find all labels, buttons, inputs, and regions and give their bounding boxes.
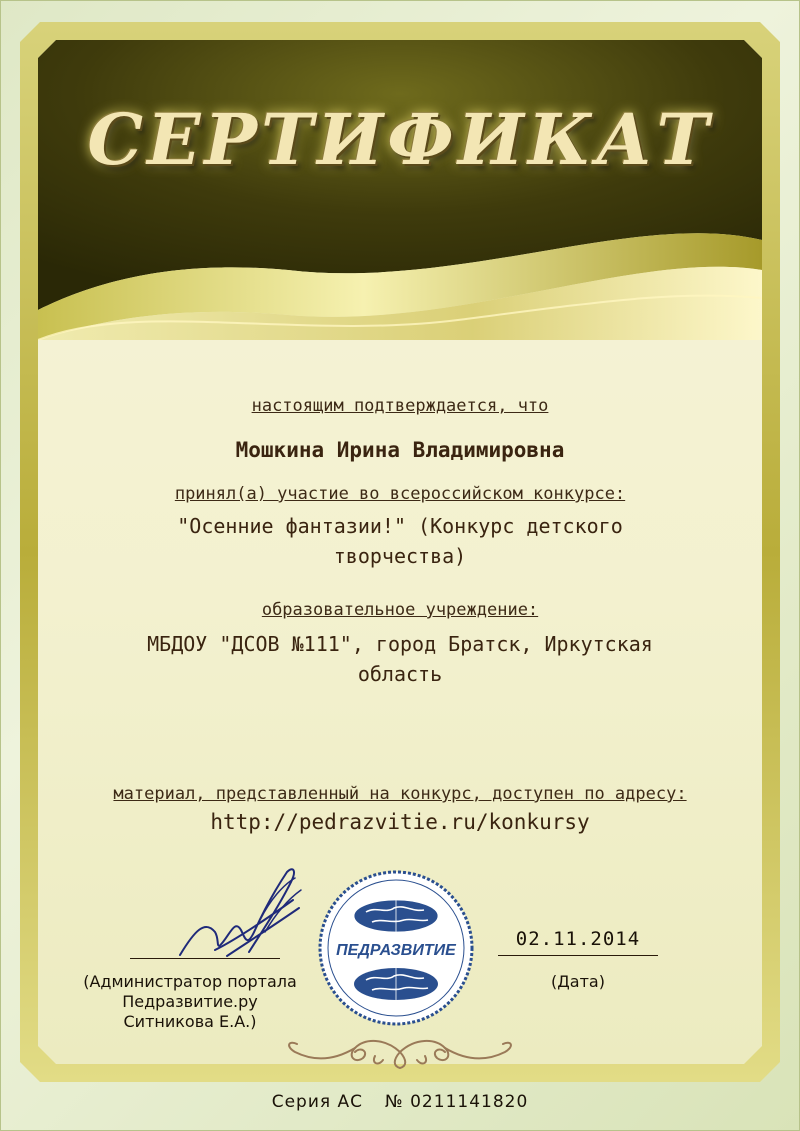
institution-line2: область [357,662,443,686]
serial-label: Серия АС [271,1092,364,1112]
admin-line1: (Администратор портала [83,972,297,991]
institution-label: образовательное учреждение: [261,600,539,620]
contest-name-line2: творчества) [333,544,467,568]
serial-number: № 0211141820 [385,1092,529,1112]
admin-caption [60,972,320,1032]
certificate-title: СЕРТИФИКАТ [87,98,713,181]
header-band [38,40,762,340]
seal-text: ПЕДРАЗВИТИЕ [336,942,456,959]
seal-logo [316,868,476,1032]
confirm-text: настоящим подтверждается, что [251,396,549,416]
ornament-flourish-icon [275,1034,525,1074]
material-text: материал, представленный на конкурс, доступен по адресу: [113,784,687,804]
recipient-name: Мошкина Ирина Владимировна [235,438,565,462]
signature-line [130,958,280,959]
admin-line2: Педразвитие.ру [122,992,258,1011]
date-line [498,955,658,956]
date-label: (Дата) [551,972,605,991]
serial-number-block [0,1092,800,1112]
portal-url: http://pedrazvitie.ru/konkursy [210,810,590,834]
institution-line1: МБДОУ "ДСОВ №111", город Братск, Иркутская [147,632,653,656]
date-value: 02.11.2014 [515,928,641,950]
signature-icon [175,860,305,974]
participation-text: принял(а) участие во всероссийском конкурсе: [174,484,626,504]
contest-name-line1: "Осенние фантазии!" (Конкурс детского [177,514,623,538]
admin-line3: Ситникова Е.А.) [123,1012,257,1031]
